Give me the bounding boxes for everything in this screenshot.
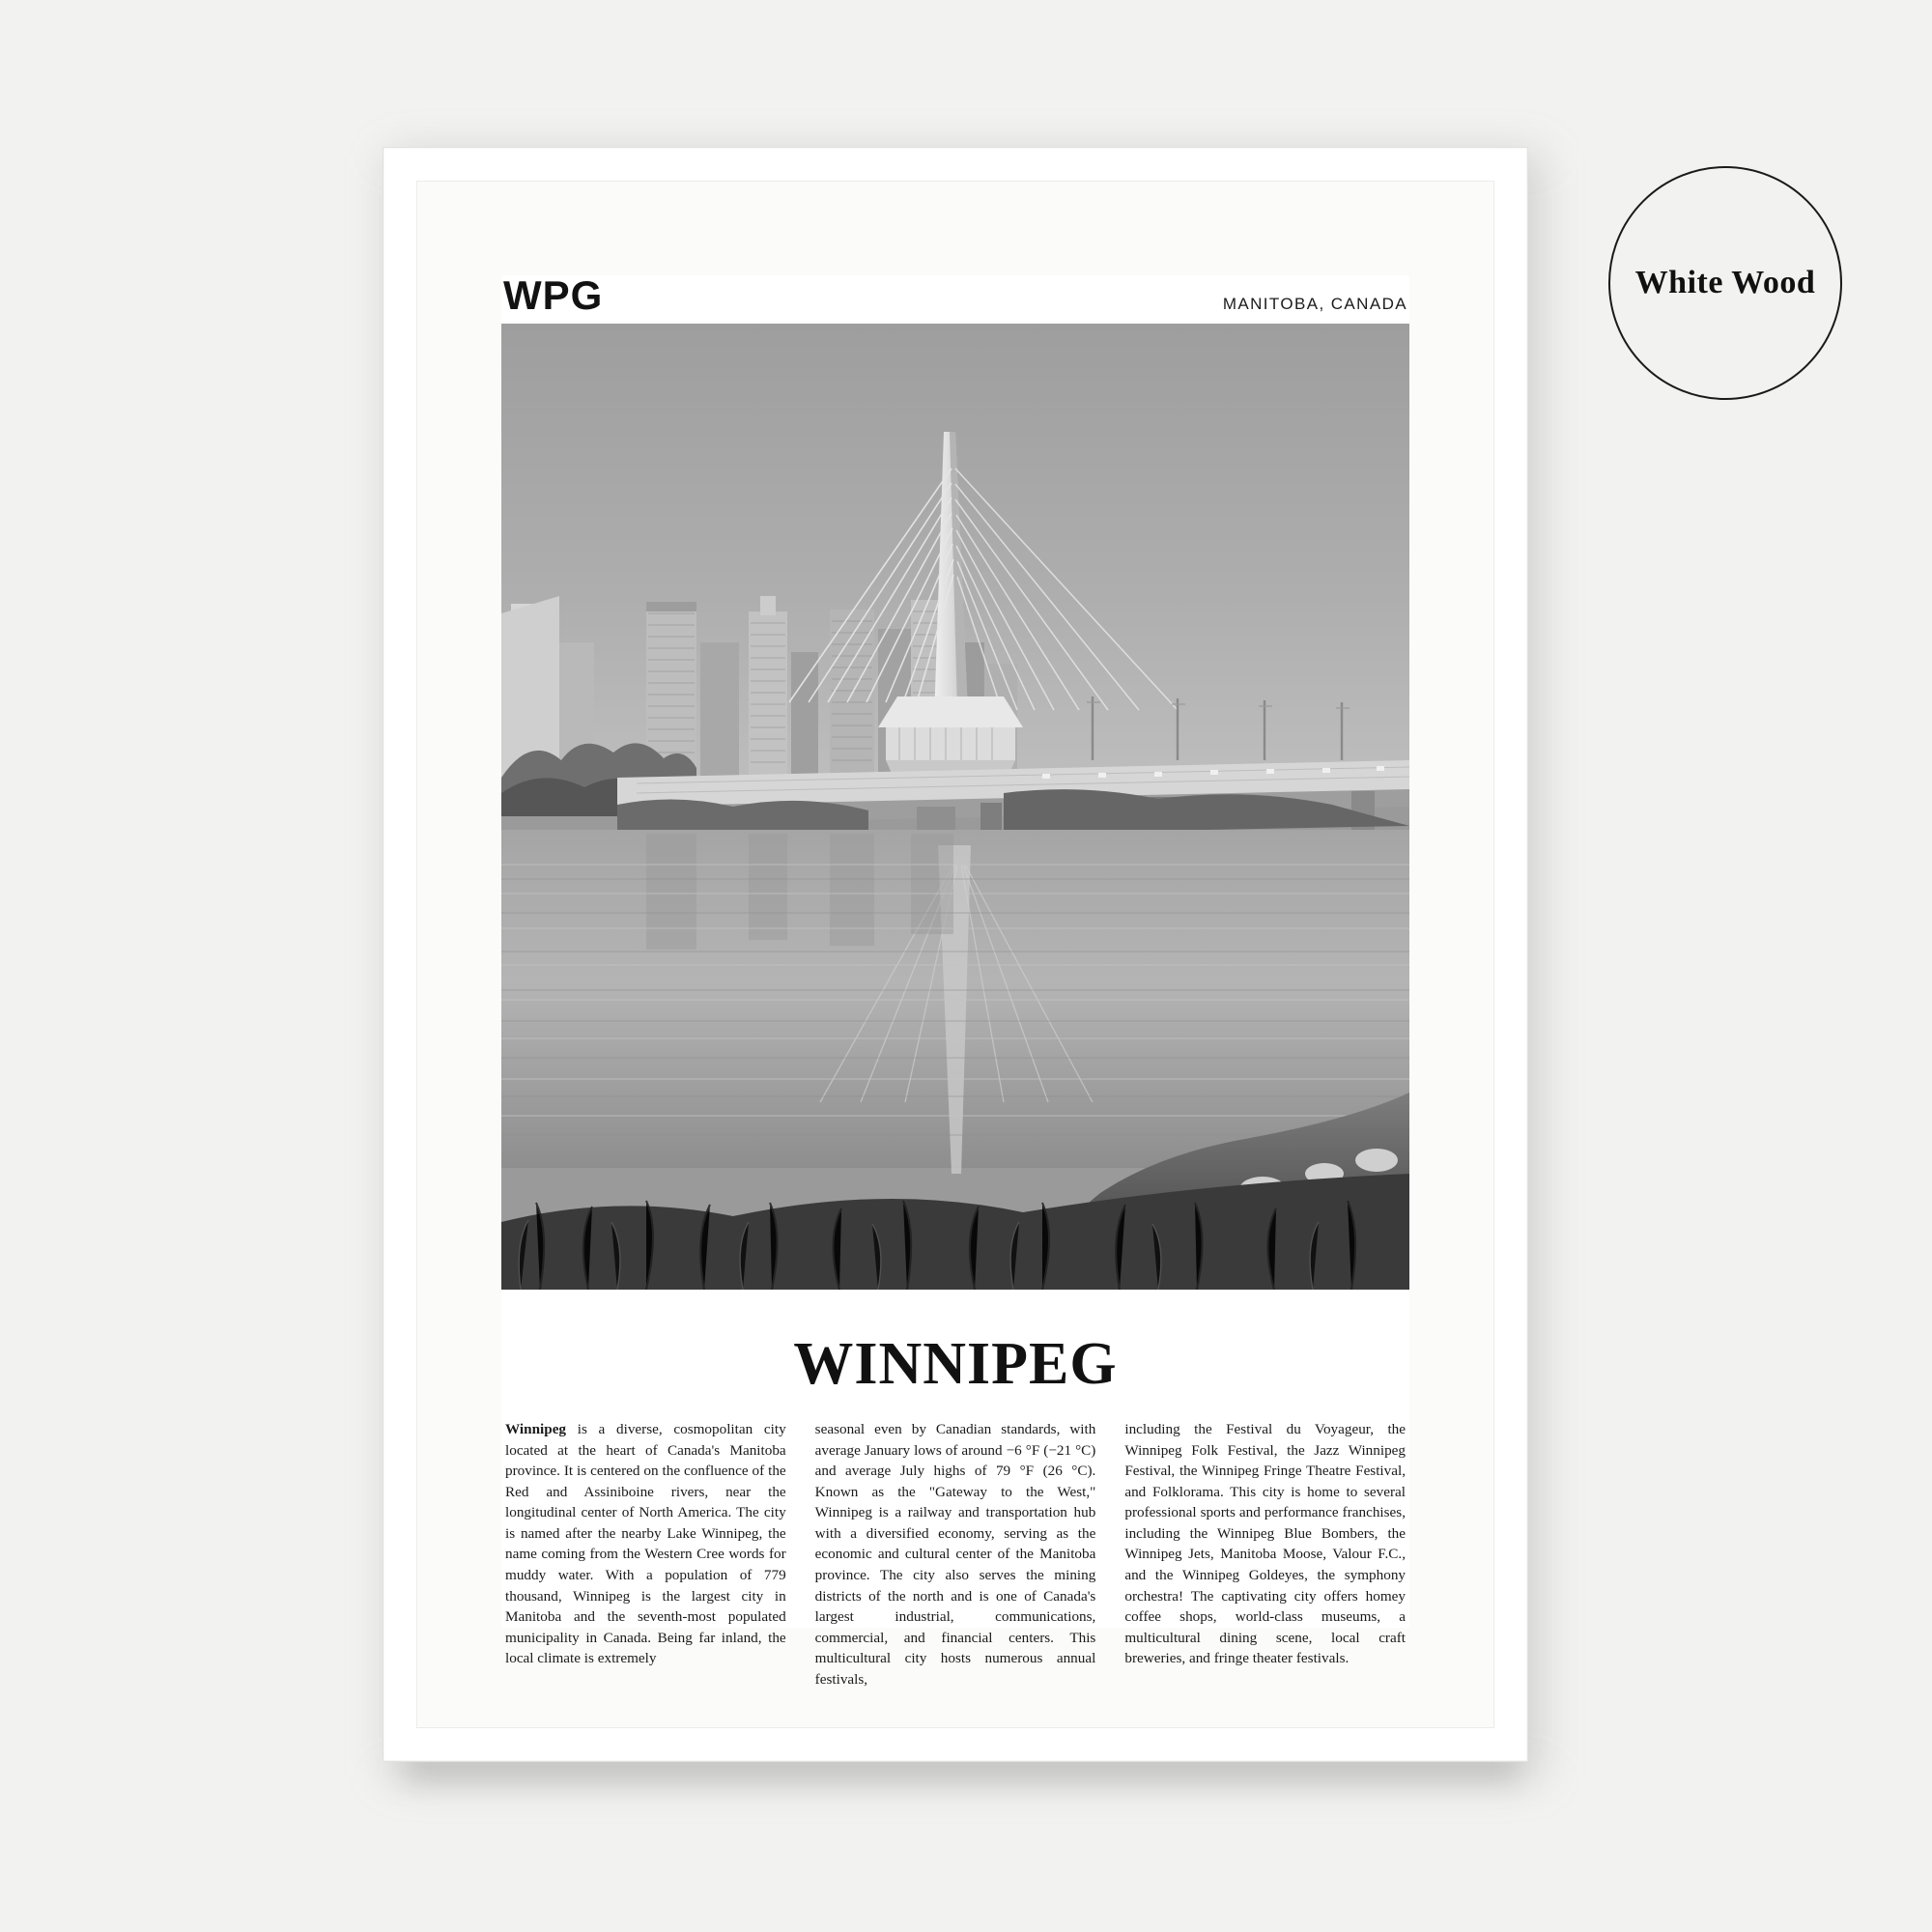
poster-body-text <box>501 1419 1409 1690</box>
poster-lead-word: Winnipeg <box>505 1421 567 1437</box>
poster <box>501 272 1409 1688</box>
poster-column-1-text: is a diverse, cosmopolitan city located at the heart of Canada's Manitoba province. It is centered on the confluence of the Red and Assiniboine rivers, near the longitudinal center of North America. The city is named after the nearby Lake Winnipeg, the name coming from the Western Cree words for muddy water. With a population of 779 thousand, Winnipeg is the largest city in Manitoba and the seventh-most populated municipality in Canada. Being far inland, the local climate is extremely <box>505 1421 786 1667</box>
frame-material-badge <box>1608 166 1842 400</box>
frame-mat <box>416 181 1494 1728</box>
picture-frame <box>383 147 1528 1762</box>
frame-material-label: White Wood <box>1634 265 1816 300</box>
poster-city-code: WPG <box>503 272 604 318</box>
poster-title: WINNIPEG <box>793 1331 1118 1397</box>
photo-illustration <box>501 324 1409 1290</box>
poster-column-2: seasonal even by Canadian standards, with average January lows of around −6 °F (−21 °C) and average July highs of 79 °F (26 °C). Known as the "Gateway to the West," Winnipeg is a railway and transportation hub with a diversified economy, serving as the economic and cultural center of the Manitoba province. The city also serves the mining districts of the north and is one of Canada's largest industrial, communications, commercial, and financial centers. This multicultural city hosts numerous annual festivals, <box>814 1421 1096 1688</box>
poster-column-3: including the Festival du Voyageur, the Winnipeg Folk Festival, the Jazz Winnipeg Festival, the Winnipeg Fringe Theatre Festival, and Folklorama. This city is home to several professional sports and performance franchises, including the Winnipeg Blue Bombers, the Winnipeg Jets, Manitoba Moose, Valour F.C., and the Winnipeg Goldeyes, the symphony orchestra! The captivating city offers homey coffee shops, world-class museums, a multicultural dining scene, local craft breweries, and fringe theater festivals. <box>1124 1421 1406 1667</box>
poster-photo <box>501 324 1409 1290</box>
poster-header <box>501 272 1409 324</box>
poster-region-label: MANITOBA, CANADA <box>1222 295 1407 313</box>
poster-column-1 <box>505 1419 786 1690</box>
